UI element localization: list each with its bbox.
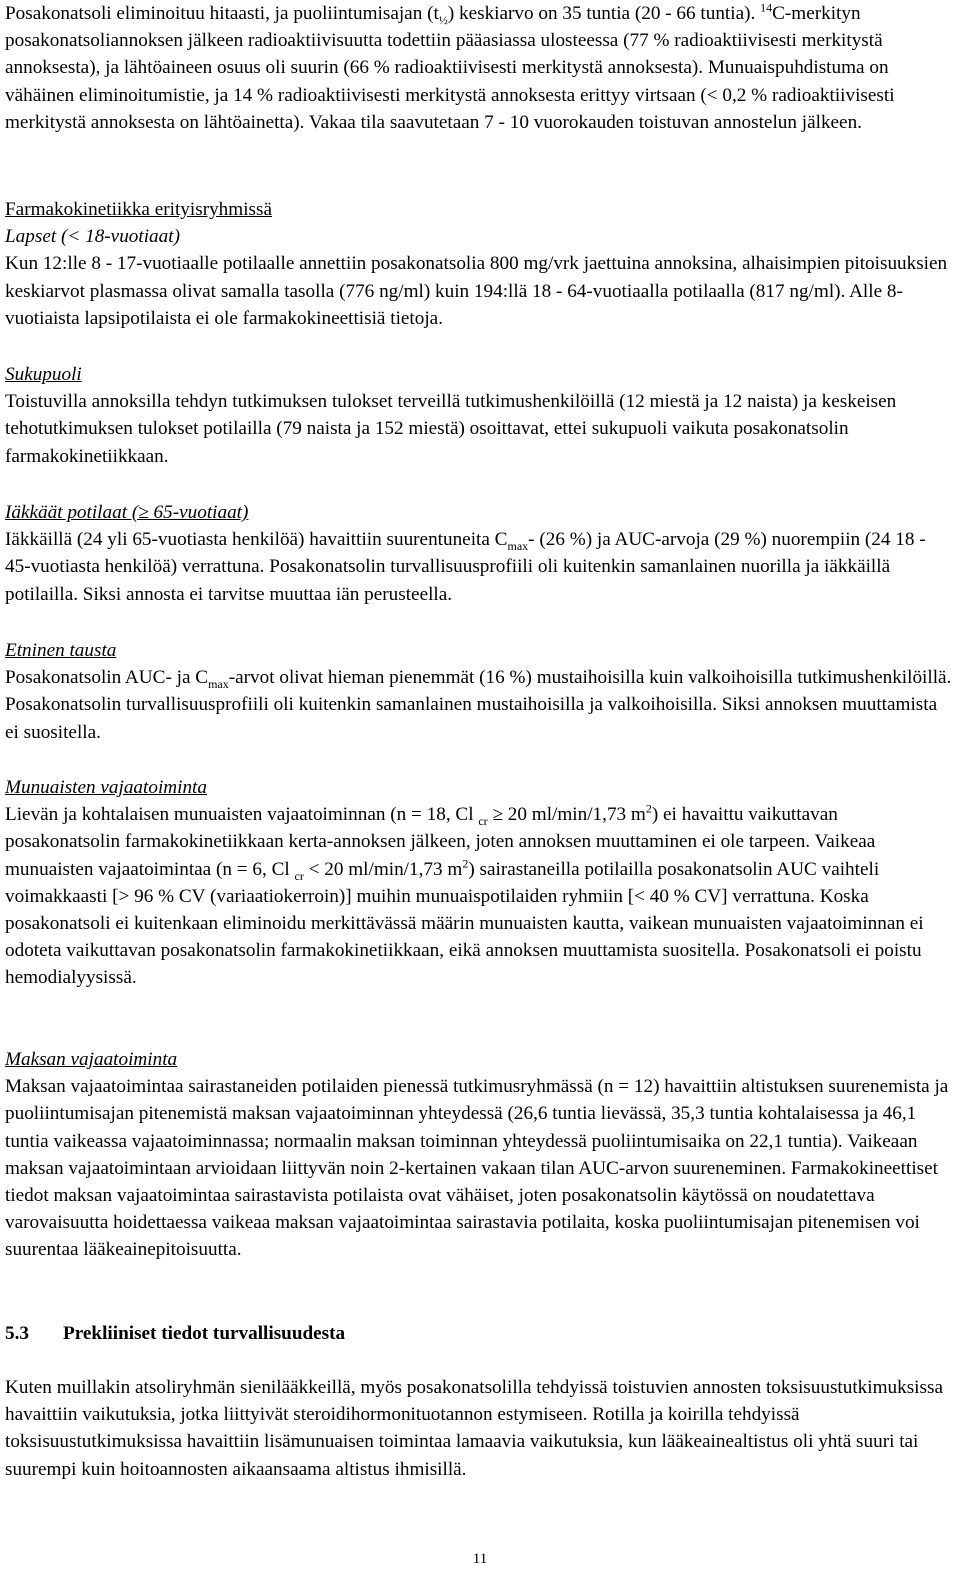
text: Iäkkäillä (24 yli 65-vuotiasta henkilöä) havaittiin suurentuneita C — [5, 529, 508, 551]
text: - (26 %) ja AUC-arvoja (29 %) nuorempiin (24 18 - 45-vuotiasta henkilöä) verrattuna. Posakonatsolin turvallisuusprofiili oli kuitenkin samanlainen nuorilla ja iäkkäillä potilailla. Siksi annosta ei tarvitse muuttaa iän perusteella. — [5, 529, 926, 605]
subscript: max — [507, 539, 529, 554]
subscript: max — [208, 677, 229, 692]
hepatic-heading: Maksan vajaatoiminta — [5, 1049, 178, 1070]
elderly-heading: Iäkkäät potilaat (≥ 65-vuotiaat) — [5, 502, 249, 523]
gender-paragraph: Toistuvilla annoksilla tehdyn tutkimuksen tulokset terveillä tutkimushenkilöillä (12 miestä ja 12 naista) ja keskeisen tehotutkimuksen tulokset potilailla (79 naista ja 152 miestä) osoittavat, ettei sukupuoli vaikuta posakonatsolin farmakokinetiikkaan. — [5, 391, 897, 467]
text: C-merkityn posakonatsoliannoksen jälkeen radioaktiivisuutta todettiin pääasiassa ulosteessa (77 % radioaktiivisesti merkitystä annoksesta), ja lähtöaineen osuus oli suurin (66 % radioaktiivisesti merkitystä annoksesta). Munuaispuhdistuma on vähäinen eliminoitumistie, ja 14 % radioaktiivisesti merkitystä annoksesta erittyy virtsaan (< 0,2 % radioaktiivisesti merkitystä annoksesta on lähtöainetta). Vakaa tila saavutetaan 7 - 10 vuorokauden toistuvan annostelun jälkeen. — [5, 3, 895, 133]
text: ) sairastaneilla potilailla posakonatsolin AUC vaihteli voimakkaasti [> 96 % CV (variaatiokerroin)] muihin munuaispotilaiden ryhmiin [< 40 % CV] verrattuna. Koska posakonatsoli ei kuitenkaan eliminoidu merkittävässä määrin munuaisten kautta, vaikean munuaisten vajaatoiminnan ei odoteta vaikuttavan posakonatsolin farmakokinetiikkaan, eikä annoksen muuttamista suositella. Posakonatsoli ei poistu hemodialyysissä. — [5, 858, 924, 989]
page-number: 11 — [472, 1551, 488, 1567]
section-heading — [5, 1320, 955, 1347]
superscript: 2 — [462, 856, 469, 871]
renal-block — [5, 774, 955, 992]
text: < 20 ml/min/1,73 m — [303, 858, 463, 880]
renal-heading: Munuaisten vajaatoiminta — [5, 777, 207, 798]
subscript: cr — [294, 868, 304, 883]
children-paragraph: Kun 12:lle 8 - 17-vuotiaalle potilaalle annettiin posakonatsolia 800 mg/vrk jaettuina annoksina, alhaisimpien pitoisuuksien keskiarvot plasmassa olivat samalla tasolla (776 ng/ml) kuin 194:llä 18 - 64-vuotiaalla potilaalla (817 ng/ml). Alle 8-vuotiaista lapsipotilaista ei ole farmakokineettisiä tietoja. — [5, 253, 948, 329]
special-populations-block — [5, 196, 955, 332]
superscript: 14 — [760, 0, 773, 15]
preclinical-paragraph: Kuten muillakin atsoliryhmän sienilääkkeillä, myös posakonatsolilla tehdyissä toistuvien annosten toksisuustutkimuksissa havaittiin vaikutuksia, jotka liittyivät steroidihormonituotannon estymiseen. Rotilla ja koirilla tehdyissä toksisuustutkimuksissa havaittiin lisämunuaisen toimintaa lamaavia vaikutuksia, kun lääkeainealtistus oli yhtä suuri tai suurempi kuin hoitoannosten aikaansaama altistus ihmisillä. — [5, 1377, 943, 1480]
subscript: ½ — [438, 12, 448, 27]
text: Posakonatsolin AUC- ja C — [5, 667, 209, 689]
text: ) ei havaittu vaikuttavan posakonatsolin farmakokinetiikkaan kerta-annoksen jälkeen, joten annoksen muuttaminen ei ole tarpeen. Vaikeaa munuaisten vajaatoimintaa (n = 6, Cl — [5, 804, 876, 880]
section-subheading: Farmakokinetiikka erityisryhmissä — [5, 199, 272, 220]
text: -arvot olivat hieman pienemmät (16 %) mustaihoisilla kuin valkoihoisilla tutkimushenkilöillä. Posakonatsolin turvallisuusprofiili oli kuitenkin samanlainen mustaihoisilla ja valkoihoisilla. Siksi annoksen muuttamista ei suositella. — [5, 667, 952, 743]
ethnic-heading: Etninen tausta — [5, 640, 117, 661]
text: ≥ 20 ml/min/1,73 m — [487, 804, 646, 826]
hepatic-block — [5, 1046, 955, 1264]
ethnic-paragraph — [5, 664, 955, 746]
section-number: 5.3 — [5, 1323, 29, 1344]
subscript: cr — [478, 814, 488, 829]
gender-block — [5, 361, 955, 470]
ethnic-block — [5, 637, 955, 746]
text: Lievän ja kohtalaisen munuaisten vajaatoiminnan (n = 18, Cl — [5, 804, 479, 826]
children-heading: Lapset (< 18-vuotiaat) — [5, 226, 180, 248]
renal-paragraph — [5, 801, 955, 991]
elderly-paragraph — [5, 526, 955, 608]
hepatic-paragraph: Maksan vajaatoimintaa sairastaneiden potilaiden pienessä tutkimusryhmässä (n = 12) havaittiin altistuksen suurenemista ja puoliintumisajan pitenemistä maksan vajaatoiminnan yhteydessä (26,6 tuntia lievässä, 35,3 tuntia kohtalaisessa ja 46,1 tuntia vaikeassa vajaatoiminnassa; normaalin maksan toiminnan yhteydessä puoliintumisaika on 22,1 tuntia). Vaikeaan maksan vajaatoimintaan arvioidaan liittyvän noin 2-kertainen vakaan tilan AUC-arvon suureneminen. Farmakokineettiset tiedot maksan vajaatoimintaa sairastavista potilaista ovat vähäiset, joten posakonatsolin käytössä on noudatettava varovaisuutta hoidettaessa vaikeaa maksan vajaatoimintaa sairastavia potilaita, koska puoliintumisajan pitenemisen voi suurentaa lääkeainepitoisuutta. — [5, 1076, 949, 1261]
elderly-block — [5, 499, 955, 608]
text: Posakonatsoli eliminoituu hitaasti, ja puoliintumisajan (t — [5, 3, 439, 24]
section-title: Prekliiniset tiedot turvallisuudesta — [63, 1323, 346, 1344]
text: ) keskiarvo on 35 tuntia (20 - 66 tuntia). — [447, 3, 761, 24]
elimination-paragraph — [5, 0, 955, 136]
superscript: 2 — [645, 801, 652, 816]
gender-heading: Sukupuoli — [5, 364, 82, 385]
